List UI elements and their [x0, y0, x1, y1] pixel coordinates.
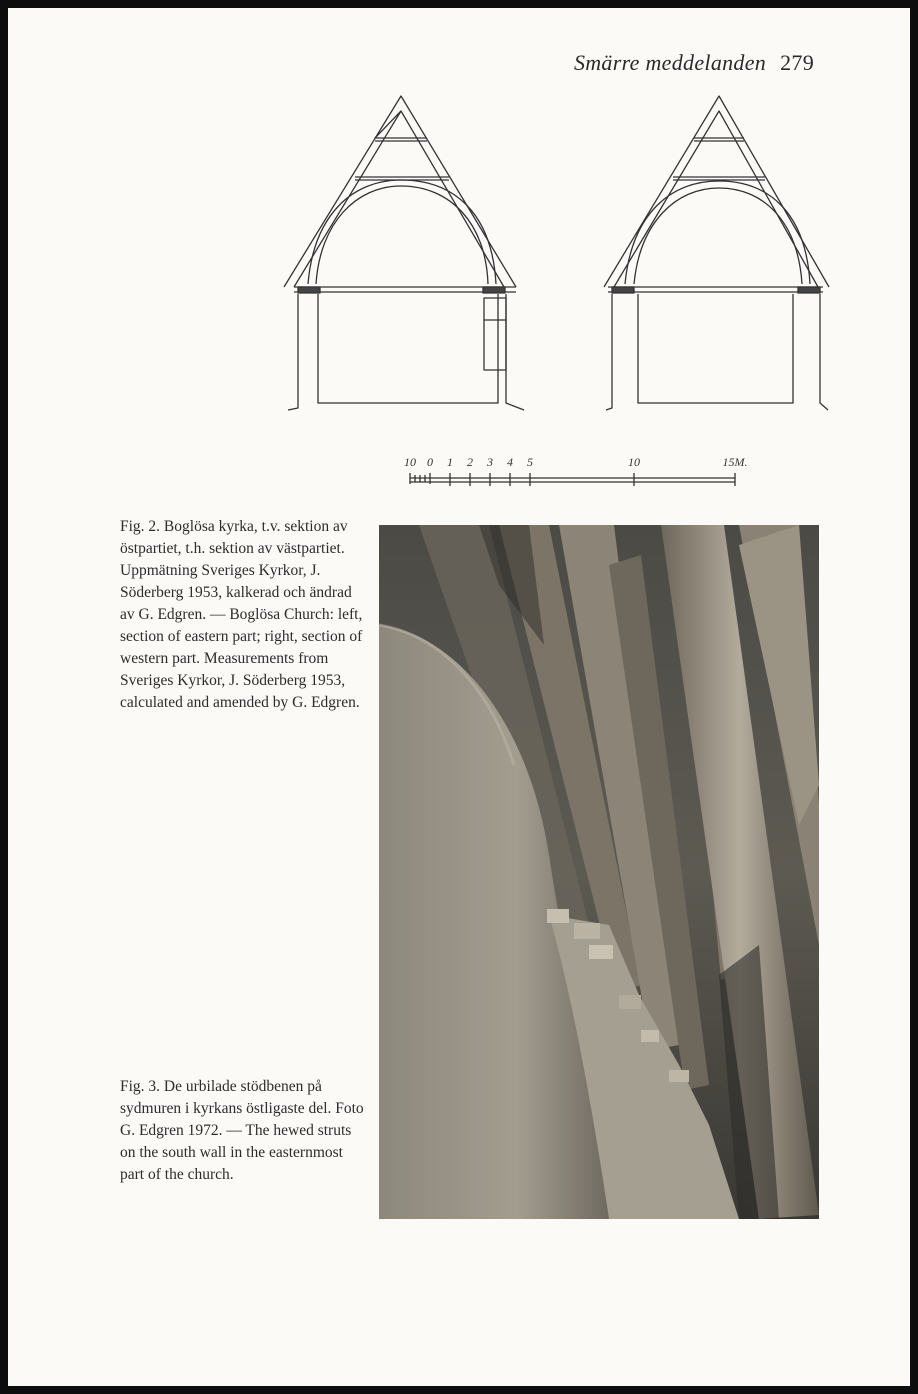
page-number: 279 [780, 50, 814, 75]
running-title: Smärre meddelanden [573, 50, 767, 75]
section-drawings [8, 8, 910, 488]
scale-label-2: 2 [467, 455, 473, 469]
figure-3-caption: Fig. 3. De urbilade stödbenen på sydmuren i kyrkans östligaste del. Foto G. Edgren 1972. — The hewed struts on the south wall in the easternmost part of the church. [120, 1078, 364, 1183]
scale-label-5: 5 [527, 455, 533, 469]
figure-3-photo [379, 525, 819, 1219]
scale-label-3: 3 [487, 455, 493, 469]
book-page [8, 8, 910, 1386]
scale-label-10-left: 10 [404, 455, 416, 469]
figure-2-caption: Fig. 2. Boglösa kyrka, t.v. sektion av östpartiet, t.h. sektion av västpartiet. Uppmätning Sveriges Kyrkor, J. Söderberg 1953, kalkerad och ändrad av G. Edgren. — Boglösa Church: left, section of eastern part; right, section of western part. Measurements from Sveriges Kyrkor, J. Söderberg 1953, calculated and amended by G. Edgren. [120, 518, 363, 711]
scale-label-4: 4 [507, 455, 513, 469]
section-drawing-west [604, 96, 829, 410]
scale-label-10: 10 [628, 455, 640, 469]
section-drawing-east [284, 96, 524, 410]
scale-label-0: 0 [427, 455, 433, 469]
scale-label-1: 1 [447, 455, 453, 469]
scale-bar [410, 473, 735, 486]
scale-label-15m: 15M. [722, 455, 748, 469]
struts-photo-image [379, 525, 819, 1219]
